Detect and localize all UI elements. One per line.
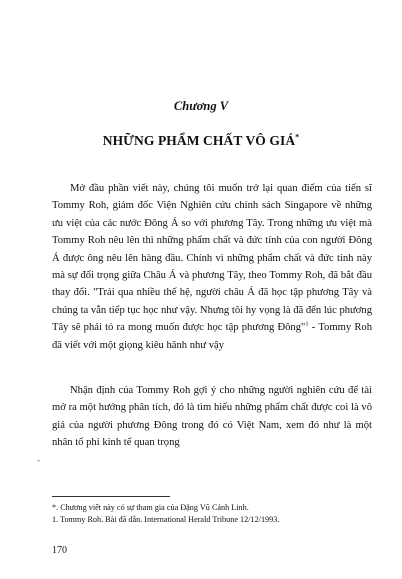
footnote-divider — [52, 496, 170, 497]
chapter-title-text: NHỮNG PHẨM CHẤT VÔ GIÁ — [102, 133, 296, 148]
footnote-1: *. Chương viết này có sự tham gia của Đặng Vũ Cảnh Linh. — [52, 503, 249, 512]
paragraph-1 — [52, 180, 372, 354]
margin-mark: - — [37, 455, 40, 465]
chapter-label: Chương V — [173, 99, 229, 113]
paragraph-1-text: Mở đầu phần viết này, chúng tôi muốn trở lại quan điểm của tiến sĩ Tommy Roh, giám đốc Viện Nghiên cứu chính sách Singapore về những ưu việt của các nước Đông Á so với phương Tây. Trong những ưu việt mà Tommy Roh nêu lên thì những phẩm chất và đức tính của con người Đông Á được ông nêu lên hàng đầu. Chính vì những phẩm chất và đức tính này mà sự đối trọng giữa Châu Á và phương Tây, theo Tommy Roh, đã bắt đầu thay đổi. "Trải qua nhiều thế hệ, người châu Á đã học tập phương Tây và chúng ta vẫn tiếp tục học như vậy. Nhưng tôi hy vọng là đã đến lúc phương Tây sẽ phải tỏ ra mong muốn được học tập phương Đông" — [52, 183, 372, 334]
footnote-ref-1: 1 — [305, 320, 309, 328]
paragraph-2: Nhận định của Tommy Roh gợi ý cho những người nghiên cứu để tài mở ra một hướng phân tích, đó là tìm hiểu những phẩm chất được coi là vô giá của người phương Đông trong đó có Việt Nam, xem đó như là một nhân tố phi kinh tế quan trọng — [52, 385, 372, 449]
page-number: 170 — [52, 545, 67, 556]
paragraph-1-text-end: - Tommy Roh đã viết với một giọng kiêu hãnh như vậy — [52, 322, 372, 351]
chapter-title-footnote-mark: * — [295, 132, 300, 142]
chapter-title — [0, 133, 402, 149]
footnote-2: 1. Tommy Roh. Bài đã dẫn. International Herald Tribune 12/12/1993. — [52, 515, 280, 524]
